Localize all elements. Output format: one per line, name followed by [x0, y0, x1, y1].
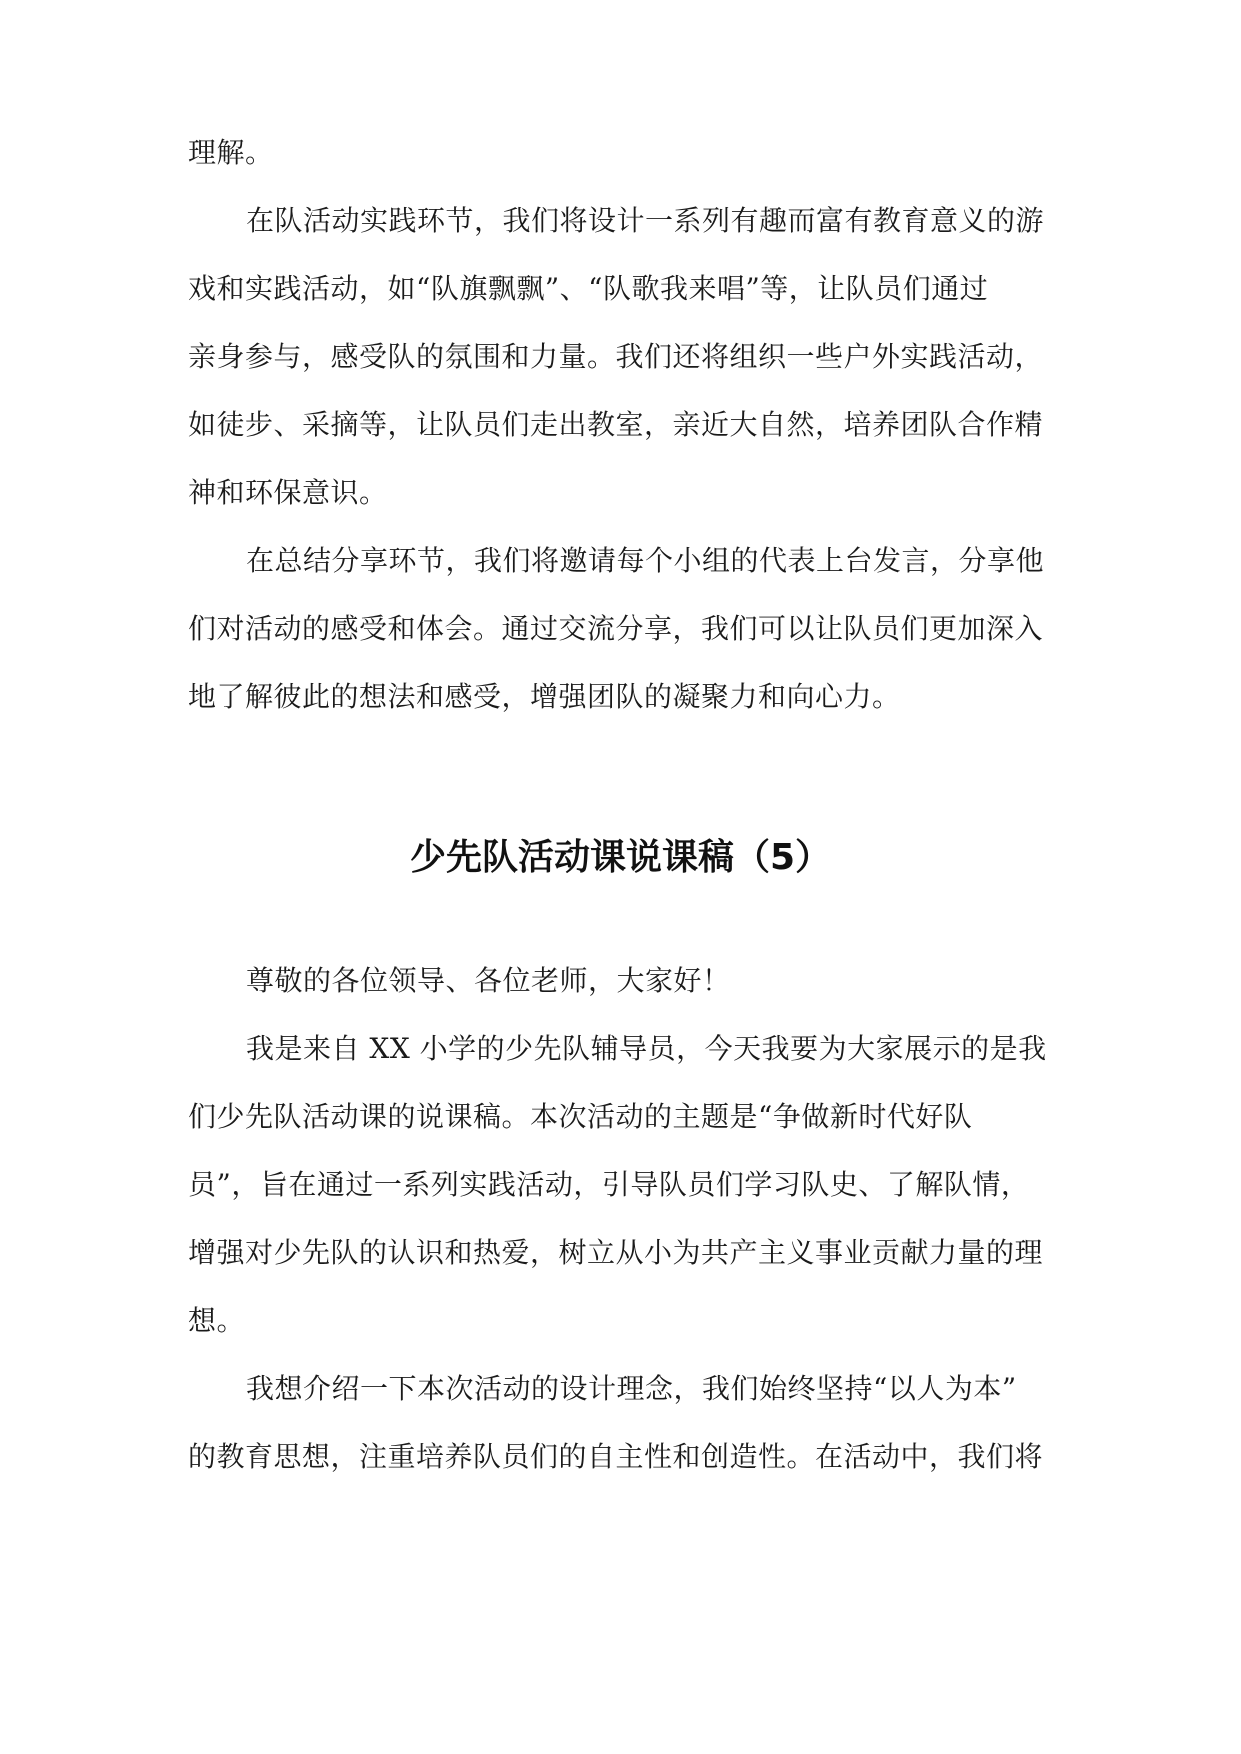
section-title: 少先队活动课说课稿（5） — [409, 837, 832, 878]
paragraph-line: 戏和实践活动，如“队旗飘飘”、“队歌我来唱”等，让队员们通过 — [188, 272, 989, 305]
paragraph-line: 亲身参与，感受队的氛围和力量。我们还将组织一些户外实践活动， — [188, 340, 1044, 373]
paragraph-line: 在总结分享环节，我们将邀请每个小组的代表上台发言，分享他 — [246, 544, 1045, 577]
paragraph-line: 我想介绍一下本次活动的设计理念，我们始终坚持“以人为本” — [246, 1372, 1017, 1405]
paragraph-line: 理解。 — [188, 136, 274, 169]
paragraph-line: 增强对少先队的认识和热爱，树立从小为共产主义事业贡献力量的理 — [188, 1236, 1044, 1269]
paragraph-line: 在队活动实践环节，我们将设计一系列有趣而富有教育意义的游 — [246, 204, 1045, 237]
paragraph-line: 我是来自 XX 小学的少先队辅导员，今天我要为大家展示的是我 — [246, 1032, 1047, 1065]
paragraph-line: 尊敬的各位领导、各位老师，大家好！ — [246, 964, 731, 997]
paragraph-line: 员”，旨在通过一系列实践活动，引导队员们学习队史、了解队情， — [188, 1168, 1030, 1201]
paragraph-line: 们对活动的感受和体会。通过交流分享，我们可以让队员们更加深入 — [188, 612, 1044, 645]
paragraph-line: 的教育思想，注重培养队员们的自主性和创造性。在活动中，我们将 — [188, 1440, 1044, 1473]
paragraph-line: 神和环保意识。 — [188, 476, 388, 509]
paragraph-line: 地了解彼此的想法和感受，增强团队的凝聚力和向心力。 — [188, 680, 901, 713]
paragraph-line: 们少先队活动课的说课稿。本次活动的主题是“争做新时代好队 — [188, 1100, 973, 1133]
paragraph-line: 如徒步、采摘等，让队员们走出教室，亲近大自然，培养团队合作精 — [188, 408, 1044, 441]
paragraph-line: 想。 — [188, 1304, 246, 1337]
